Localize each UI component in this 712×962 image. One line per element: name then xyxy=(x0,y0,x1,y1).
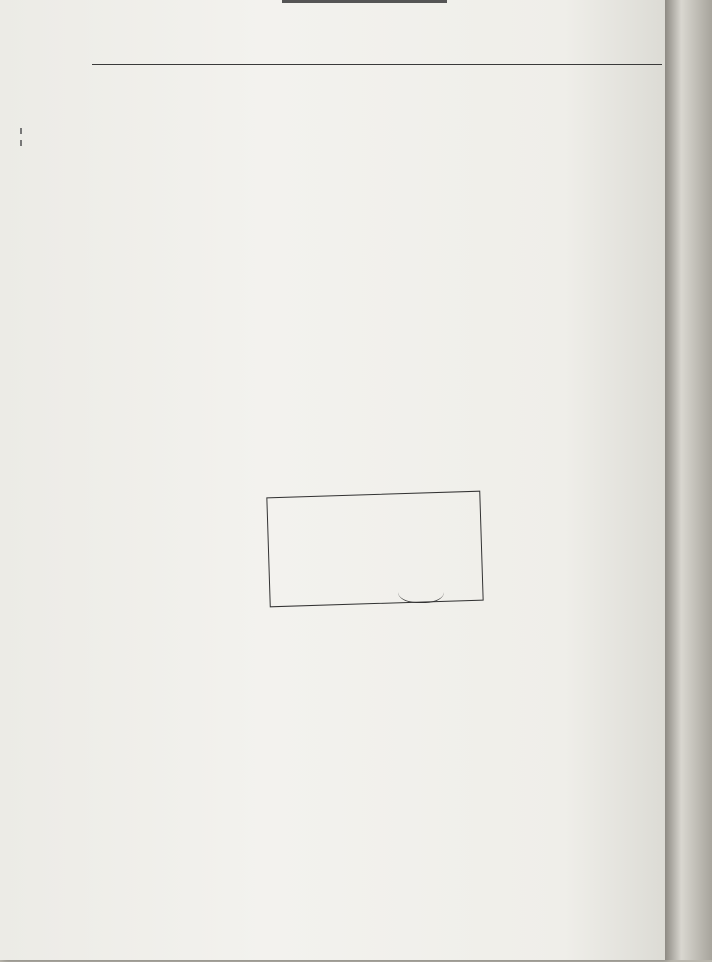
section-1-items xyxy=(0,0,663,2)
handwritten-signature xyxy=(398,576,444,603)
section-2-items xyxy=(0,0,663,2)
margin-mark xyxy=(20,128,22,134)
approval-stamp xyxy=(266,491,483,608)
margin-mark xyxy=(20,140,22,146)
